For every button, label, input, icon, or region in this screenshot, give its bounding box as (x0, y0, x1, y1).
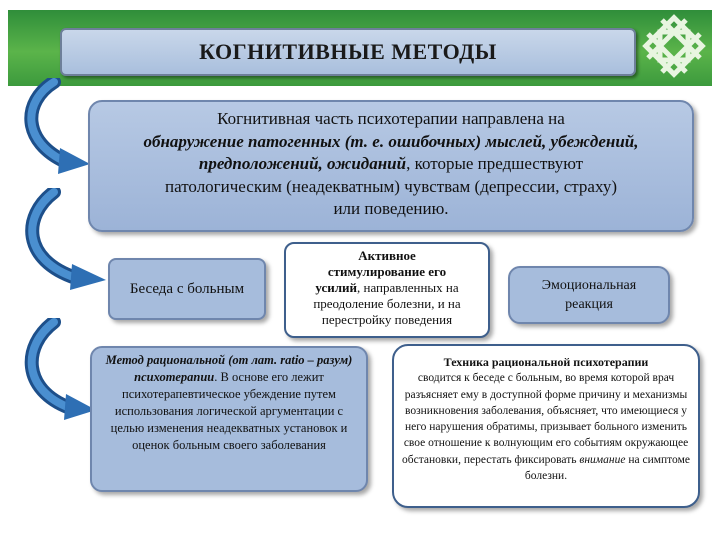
curved-arrow-icon (14, 78, 94, 174)
title-box (60, 28, 636, 76)
rational-method-heading: Метод рациональной (от лат. ratio – разум) психотерапии (105, 353, 353, 384)
emotion-line-1: Эмоциональная (541, 278, 637, 293)
rational-method-text: . В основе его лежит психотерапевтическое убеждение путем использования логической аргументации с целью изменения неадекватных установок и оценок больным своего заболевания (110, 370, 348, 452)
active-stimulation-box (284, 242, 490, 338)
technique-emphasis: внимание (579, 453, 626, 466)
main-line-2: обнаружение патогенных (т. е. ошибочных) мыслей, убеждений, (143, 131, 639, 151)
top-strip (0, 0, 720, 8)
main-line-3: предположений, ожиданий, которые предшествуют (198, 154, 584, 173)
main-line-5: патологическим (неадекватным) чувствам (депрессии, страху) (165, 176, 617, 196)
curved-arrow-icon (14, 318, 98, 422)
main-line-1: Когнитивная часть психотерапии направлена на (217, 109, 565, 128)
active-bold-2: стимулирование его (327, 264, 447, 279)
green-knot-logo-icon (640, 12, 708, 80)
technique-heading: Техника рациональной психотерапии (443, 355, 649, 369)
active-rest-3: перестройку поведения (321, 312, 453, 327)
talk-with-patient-label: Беседа с больным (129, 280, 245, 297)
emotional-reaction-box (508, 266, 670, 324)
page-title: КОГНИТИВНЫЕ МЕТОДЫ (199, 39, 497, 64)
active-bold-1: Активное (358, 248, 416, 263)
cognitive-description-box (88, 100, 694, 232)
active-rest-1: , направленных на (357, 280, 459, 295)
technique-tail: на симптоме болезни. (524, 453, 690, 483)
talk-with-patient-box (108, 258, 266, 320)
active-rest-2: преодоление болезни, и на (313, 296, 461, 311)
emotion-line-2: реакция (565, 297, 613, 312)
main-line-6: или поведению. (333, 199, 449, 218)
rational-method-box (90, 346, 368, 492)
technique-box (392, 344, 700, 508)
active-bold-3: усилий (315, 280, 357, 295)
technique-text: сводится к беседе с больным, во время которой врач разъясняет ему в доступной форме причину и механизмы возникновения заболевания, объясняет, что имеющиеся у него нарушения обратимы, призывает больного изменить свое отношение к волнующим его событиям окружающее обстановки, перестать фиксировать (402, 372, 689, 466)
